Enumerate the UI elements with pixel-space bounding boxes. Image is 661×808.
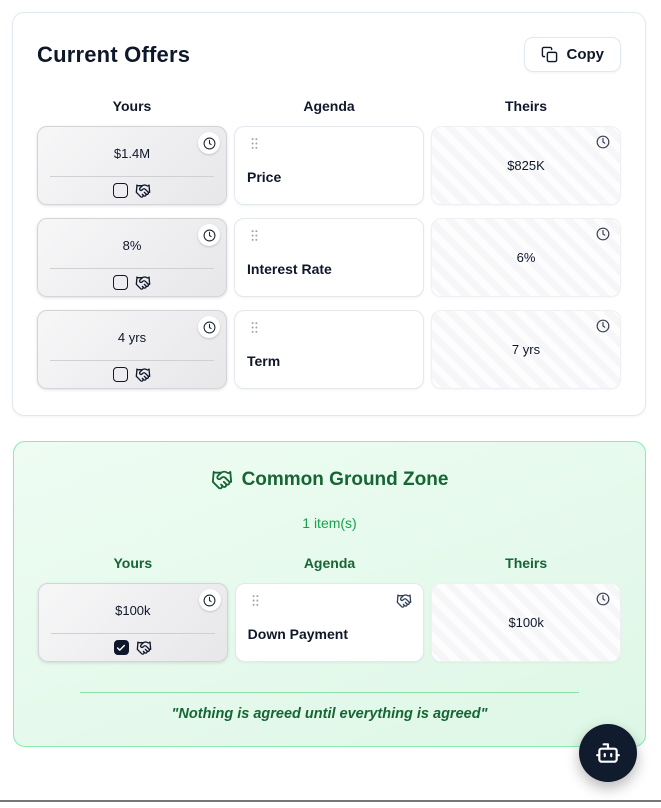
agenda-card-term[interactable]: [234, 310, 424, 389]
your-offer-value: $1.4M: [113, 146, 151, 161]
clock-icon: [198, 132, 220, 154]
your-offer-card-interest-rate[interactable]: [37, 218, 227, 297]
agenda-card-price[interactable]: [234, 126, 424, 205]
your-offer-card-down-payment[interactable]: [38, 583, 228, 662]
your-offer-card-price[interactable]: [37, 126, 227, 205]
your-offer-value: $100k: [115, 603, 151, 618]
handshake-icon: [135, 367, 151, 383]
their-offer-value: 6%: [516, 250, 536, 265]
handshake-icon: [135, 183, 151, 199]
bot-icon: [595, 740, 621, 766]
clock-icon: [596, 592, 610, 606]
their-offer-card-term: [431, 310, 621, 389]
agenda-item-label: Down Payment: [247, 626, 349, 642]
card-footer: [38, 269, 226, 296]
grip-vertical-icon[interactable]: [247, 320, 262, 335]
current-offers-panel: [12, 12, 646, 416]
copy-button-label: Copy: [566, 46, 604, 63]
column-headers: [38, 555, 621, 571]
handshake-icon: [135, 275, 151, 291]
agenda-item-label: Price: [247, 169, 282, 185]
their-offer-value: $825K: [507, 158, 545, 173]
handshake-icon: [211, 469, 233, 491]
agree-checkbox[interactable]: [113, 275, 128, 290]
your-offer-card-term[interactable]: [37, 310, 227, 389]
agree-checkbox[interactable]: [114, 640, 129, 655]
current-offers-header: [37, 37, 621, 72]
common-ground-title-row: [38, 469, 621, 491]
quote-divider: [80, 692, 579, 693]
common-ground-title: Common Ground Zone: [241, 469, 449, 490]
grip-vertical-icon[interactable]: [247, 228, 262, 243]
clock-icon: [198, 316, 220, 338]
column-header-agenda: Agenda: [303, 98, 355, 114]
agree-checkbox[interactable]: [113, 183, 128, 198]
common-ground-grid: [38, 583, 621, 662]
agenda-item-label: Interest Rate: [247, 261, 332, 277]
grip-vertical-icon[interactable]: [247, 136, 262, 151]
column-header-yours: Yours: [113, 555, 153, 571]
card-footer: [38, 177, 226, 204]
their-offer-value: 7 yrs: [511, 342, 541, 357]
grip-vertical-icon[interactable]: [248, 593, 263, 608]
agenda-card-interest-rate[interactable]: [234, 218, 424, 297]
your-offer-value: 4 yrs: [117, 330, 147, 345]
column-header-agenda: Agenda: [303, 555, 356, 571]
your-offer-value: 8%: [122, 238, 142, 253]
copy-icon: [541, 46, 558, 63]
handshake-icon: [396, 593, 412, 609]
check-icon: [116, 643, 126, 653]
page-title: Current Offers: [37, 41, 191, 67]
their-offer-card-down-payment: [431, 583, 621, 662]
card-footer: [39, 634, 227, 661]
copy-button[interactable]: [524, 37, 622, 72]
column-header-yours: Yours: [112, 98, 152, 114]
handshake-icon: [136, 640, 152, 656]
card-footer: [38, 361, 226, 388]
agenda-card-down-payment[interactable]: [235, 583, 425, 662]
column-header-theirs: Theirs: [505, 555, 548, 571]
column-headers: [37, 98, 621, 114]
clock-icon: [199, 589, 221, 611]
common-ground-count: 1 item(s): [302, 515, 357, 531]
clock-icon: [198, 224, 220, 246]
negotiation-quote: "Nothing is agreed until everything is agreed": [171, 706, 488, 722]
column-header-theirs: Theirs: [504, 98, 547, 114]
clock-icon: [596, 319, 610, 333]
next-section-top-edge: [0, 800, 661, 802]
offers-grid: [37, 126, 621, 389]
assistant-fab-button[interactable]: [579, 724, 637, 782]
agenda-item-label: Term: [247, 353, 281, 369]
agree-checkbox[interactable]: [113, 367, 128, 382]
clock-icon: [596, 227, 610, 241]
common-ground-zone-panel: [13, 441, 646, 747]
their-offer-card-interest-rate: [431, 218, 621, 297]
their-offer-card-price: [431, 126, 621, 205]
negotiation-page: [0, 12, 661, 808]
clock-icon: [596, 135, 610, 149]
their-offer-value: $100k: [508, 615, 544, 630]
